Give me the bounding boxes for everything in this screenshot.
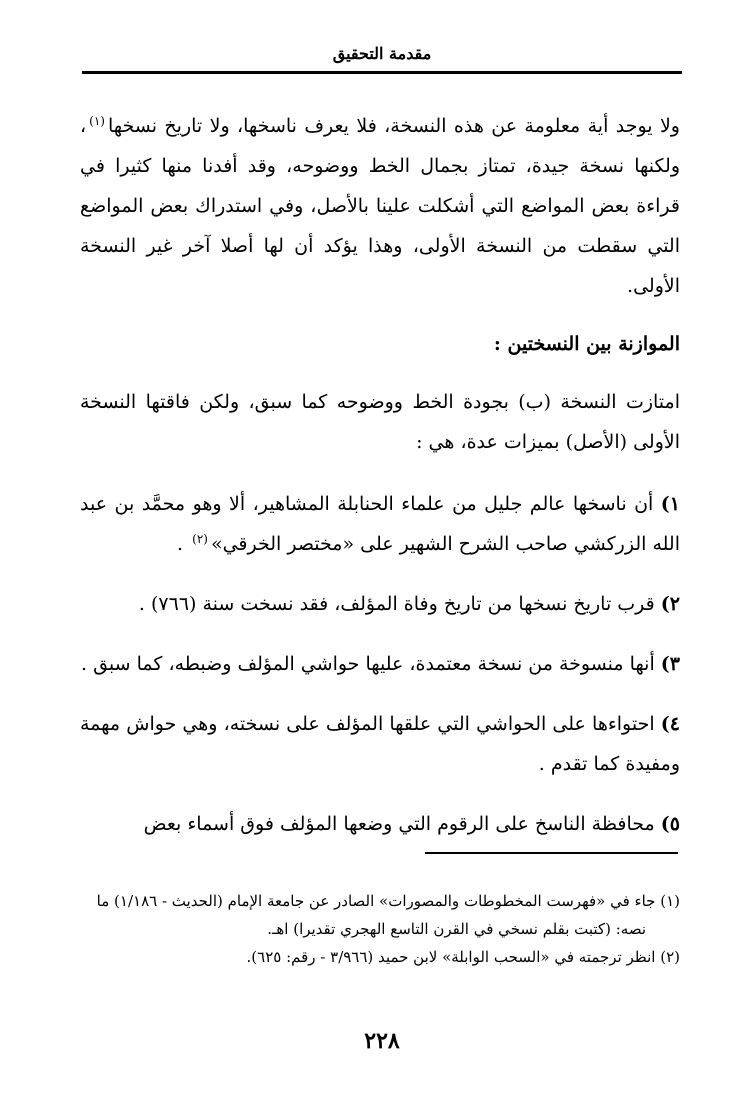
- main-text: [80, 106, 680, 864]
- list-item-5: [80, 804, 680, 844]
- section-heading: الموازنة بين النسختين :: [493, 333, 680, 355]
- footnote-ref-2[interactable]: (٢): [192, 531, 208, 546]
- list-number: ٣): [660, 653, 680, 675]
- footnote-number: (١): [660, 892, 680, 910]
- running-header: مقدمة التحقيق: [332, 44, 432, 63]
- paragraph-manuscript-b: [80, 106, 680, 306]
- list-item-2: [80, 584, 680, 624]
- header-rule: [82, 71, 682, 74]
- footnote-number: (٢): [660, 948, 680, 966]
- list-item-4: [80, 704, 680, 784]
- list-item-text: احتواءها على الحواشي التي علقها المؤلف على نسخته، وهي حواش مهمة ومفيدة كما تقدم .: [80, 713, 680, 775]
- footnotes: [80, 888, 680, 972]
- list-item-3: [80, 644, 680, 684]
- list-number: ٢): [660, 593, 680, 615]
- footnote-2: [80, 944, 680, 970]
- page-number: ٢٢٨: [364, 1028, 400, 1054]
- list-item-text-a: أن ناسخها عالم جليل من علماء الحنابلة المشاهير، ألا وهو محمَّد بن عبد الله الزركشي صاحب الشرح الشهير على «مختصر الخرقي»: [80, 493, 680, 555]
- list-item-text: أنها منسوخة من نسخة معتمدة، عليها حواشي المؤلف وضبطه، كما سبق .: [80, 653, 655, 675]
- list-item-text: قرب تاريخ نسخها من تاريخ وفاة المؤلف، فقد نسخت سنة (٧٦٦) .: [138, 593, 655, 615]
- paragraph-comparison: امتازت النسخة (ب) بجودة الخط ووضوحه كما سبق، ولكن فاقتها النسخة الأولى (الأصل) بميزات عدة، هي :: [80, 391, 680, 453]
- list-number: ٤): [660, 713, 680, 735]
- list-number: ٥): [660, 813, 680, 835]
- list-item-1: [80, 484, 680, 564]
- footnote-rule: [425, 852, 678, 854]
- list-number: ١): [660, 493, 680, 515]
- footnote-text: انظر ترجمته في «السحب الوابلة» لابن حميد (٣/٩٦٦ - رقم: ٦٢٥).: [246, 948, 656, 966]
- footnote-1: [80, 888, 680, 914]
- para1-text-a: ولا يوجد أية معلومة عن هذه النسخة، فلا يعرف ناسخها، ولا تاريخ نسخها: [107, 115, 680, 137]
- footnote-ref-1[interactable]: (١): [89, 113, 105, 128]
- para1-text-b: ، ولكنها نسخة جيدة، تمتاز بجمال الخط ووضوحه، وقد أفدنا منها كثيرا في قراءة بعض المواضع التي أشكلت علينا بالأصل، وفي استدراك بعض المواضع التي سقطت من النسخة الأولى، وهذا يؤكد أن لها أصلا آخر غير النسخة الأولى.: [80, 115, 680, 297]
- list-item-text-b: .: [177, 533, 184, 555]
- footnote-1-continued: نصه: (كتبت بقلم نسخي في القرن التاسع الهجري تقديرا) اهـ.: [267, 920, 646, 938]
- footnote-text: جاء في «فهرست المخطوطات والمصورات» الصادر عن جامعة الإمام (الحديث - ١/١٨٦) ما: [96, 892, 656, 910]
- list-item-text: محافظة الناسخ على الرقوم التي وضعها المؤلف فوق أسماء بعض: [143, 813, 655, 835]
